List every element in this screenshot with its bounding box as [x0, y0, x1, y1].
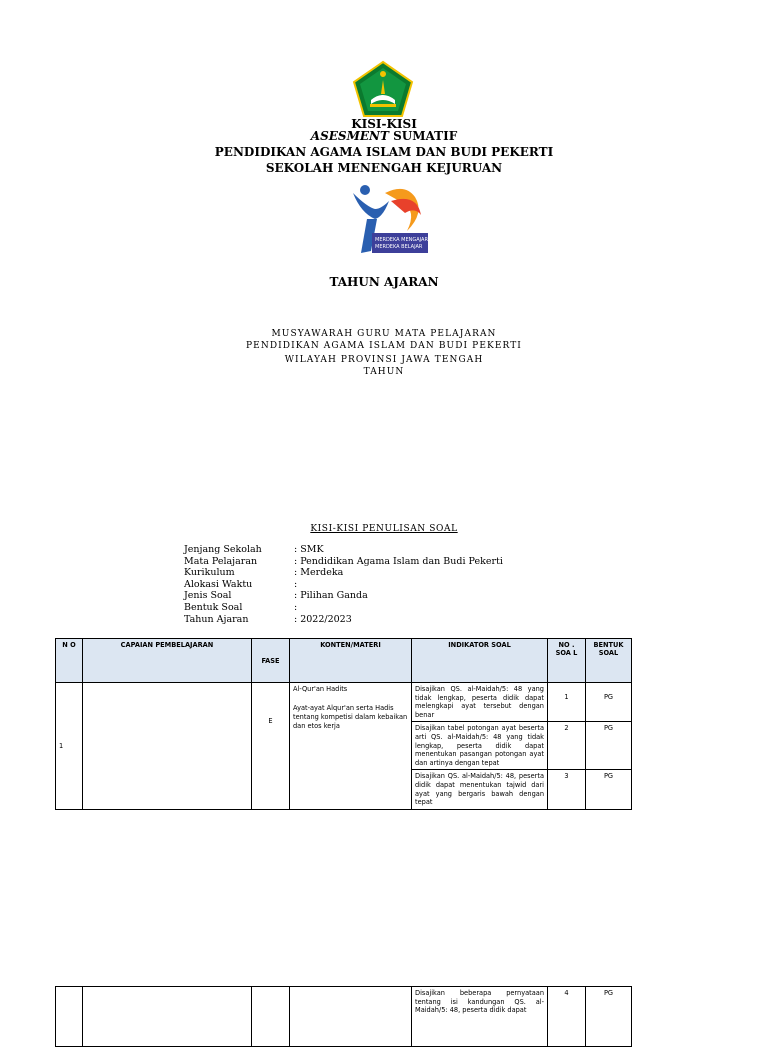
bentuk-cell: PG [586, 770, 632, 809]
row-konten [290, 683, 412, 810]
doc-title: KISI-KISI [351, 117, 417, 131]
meta-row: Jenis Soal : Pilihan Ganda [184, 590, 368, 602]
tahun-ajaran-label: TAHUN AJARAN [329, 275, 439, 289]
konten-body: Ayat-ayat Alqur'an serta Hadis tentang kompetisi dalam kebaikan dan etos kerja [293, 704, 408, 730]
doc-subject: PENDIDIKAN AGAMA ISLAM DAN BUDI PEKERTI [214, 145, 554, 159]
indikator-cell: Disajikan QS. al-Maidah/5: 48 yang tidak lengkap, peserta didik dapat melengkapi ayat tersebut dengan benar [412, 683, 548, 722]
meta-row: Bentuk Soal : [184, 601, 298, 613]
subtitle-rest: SUMATIF [388, 129, 458, 143]
row-fase: E [252, 683, 290, 810]
badge-text-1: MERDEKA MENGAJAR [375, 237, 428, 243]
subtitle-italic: ASESMENT [310, 129, 389, 143]
kisi-table [55, 638, 632, 810]
bentuk-cell: PG [586, 683, 632, 722]
header-capaian: CAPAIAN PEMBELAJARAN [83, 639, 252, 683]
row-capaian [83, 683, 252, 810]
doc-school: SEKOLAH MENENGAH KEJURUAN [265, 161, 503, 175]
nosoal-cell: 3 [548, 770, 586, 809]
section-title: KISI-KISI PENULISAN SOAL [310, 524, 458, 534]
meta-row: Jenjang Sekolah : SMK [184, 544, 324, 555]
mgmp-line-2: PENDIDIKAN AGAMA ISLAM DAN BUDI PEKERTI [246, 341, 522, 351]
header-konten: KONTEN/MATERI [290, 639, 412, 683]
row-konten [290, 987, 412, 1047]
kemenag-logo [352, 60, 414, 118]
indikator-cell: Disajikan tabel potongan ayat beserta arti QS. al-Maidah/5: 48 yang tidak lengkap, peserta didik dapat menentukan pasangan potongan ayat dan artinya dengan tepat [412, 722, 548, 770]
mgmp-line-4: TAHUN [363, 367, 405, 377]
row-capaian [83, 987, 252, 1047]
header-bentuk: BENTUK SOAL [586, 639, 632, 683]
indikator-cell: Disajikan QS. al-Maidah/5: 48, peserta didik dapat menentukan tajwid dari ayat yang bergaris bawah dengan tepat [412, 770, 548, 809]
meta-list [184, 544, 503, 625]
merdeka-logo [345, 183, 435, 261]
meta-row: Tahun Ajaran : 2022/2023 [184, 613, 352, 625]
header-no: N O [56, 639, 83, 683]
header-fase: FASE [252, 639, 290, 683]
bentuk-cell: PG [586, 987, 632, 1047]
meta-row: Kurikulum : Merdeka [184, 567, 344, 579]
indikator-cell: Disajikan beberapa pernyataan tentang isi kandungan QS. al-Maidah/5: 48, peserta didik dapat [412, 987, 548, 1047]
row-no: 1 [56, 683, 83, 810]
table-row [56, 683, 632, 722]
table-header-row [56, 639, 632, 683]
kisi-table-continued [55, 986, 632, 1047]
nosoal-cell: 1 [548, 683, 586, 722]
header-nosoal: NO . SOA L [548, 639, 586, 683]
table-row [56, 987, 632, 1047]
meta-row: Mata Pelajaran : Pendidikan Agama Islam dan Budi Pekerti [184, 555, 503, 567]
row-no [56, 987, 83, 1047]
konten-title: Al-Qur'an Hadits [293, 685, 348, 693]
row-fase [252, 987, 290, 1047]
mgmp-line-3: WILAYAH PROVINSI JAWA TENGAH [284, 355, 484, 365]
doc-subtitle [0, 128, 768, 144]
nosoal-cell: 2 [548, 722, 586, 770]
meta-row: Alokasi Waktu : [184, 578, 298, 590]
header-indikator: INDIKATOR SOAL [412, 639, 548, 683]
bentuk-cell: PG [586, 722, 632, 770]
mgmp-line-1: MUSYAWARAH GURU MATA PELAJARAN [271, 329, 497, 339]
badge-text-2: MERDEKA BELAJAR [375, 244, 423, 250]
nosoal-cell: 4 [548, 987, 586, 1047]
